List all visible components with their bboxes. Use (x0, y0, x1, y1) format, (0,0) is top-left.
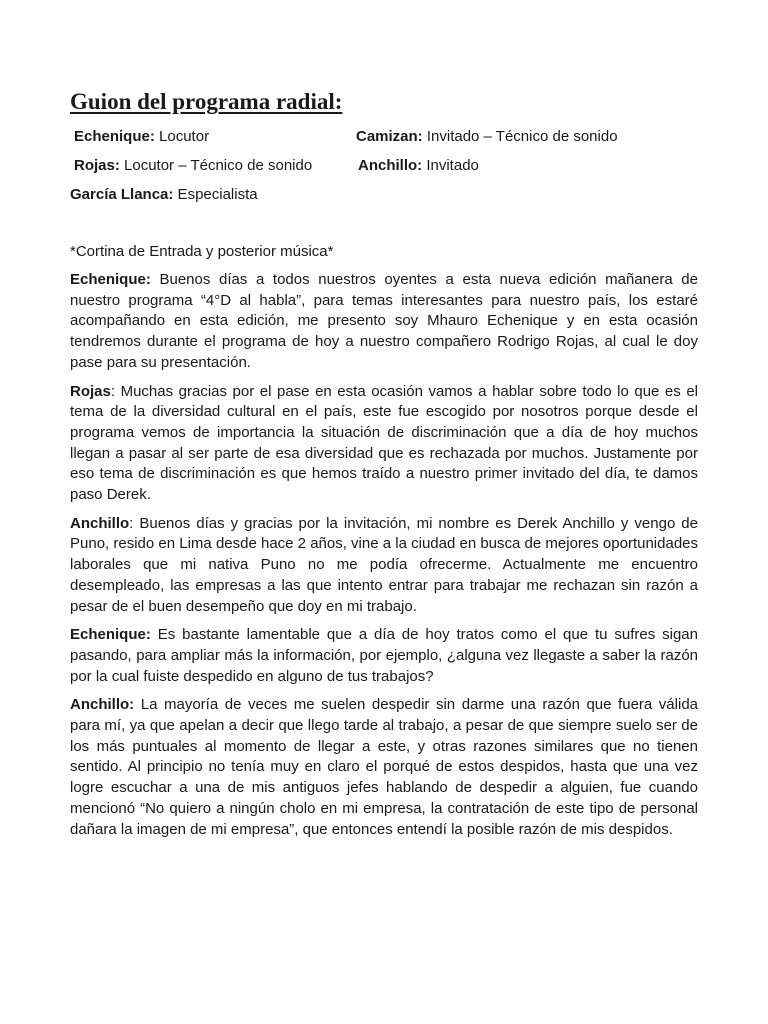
cast-row (70, 127, 698, 148)
cast-row (70, 156, 698, 177)
document-title: Guion del programa radial: (70, 89, 343, 114)
cast-name: Echenique: (74, 128, 155, 145)
dialogue-line (70, 695, 698, 840)
intro-cue: *Cortina de Entrada y posterior música* (70, 242, 334, 260)
dialogue (70, 270, 698, 840)
cast-role: Invitado (422, 157, 479, 174)
cast-entry-garcia-llanca (70, 185, 258, 206)
dialogue-line (70, 625, 698, 687)
cast-entry-rojas (70, 156, 354, 177)
speaker-name: Anchillo (70, 514, 130, 532)
speaker-name: Anchillo: (70, 696, 135, 714)
dialogue-line (70, 270, 698, 374)
cast-name: García Llanca: (70, 186, 174, 203)
cast-entry-echenique (70, 127, 354, 148)
cast-name: Rojas: (74, 157, 120, 174)
cast-row (70, 185, 698, 206)
dialogue-text: : Buenos días y gracias por la invitación, mi nombre es Derek Anchillo y vengo de Puno, resido en Lima desde hace 2 años, vine a la ciudad en busca de mejores oportunidades laborales que mi nativa Puno no me podía ofrecerme. Actualmente me encuentro desempleado, las empresas a las que intento entrar para trabajar me rechazan sin razón a pesar de el buen desempeño que doy en mi trabajo. (70, 514, 698, 615)
cast-name: Anchillo: (358, 157, 423, 174)
cast-entry-camizan (354, 127, 618, 148)
document-page (70, 86, 698, 848)
dialogue-text: : Muchas gracias por el pase en esta ocasión vamos a hablar sobre todo lo que es el tema de la diversidad cultural en el país, este fue escogido por nosotros porque desde el programa vemos de importancia la situación de discriminación que a día de hoy muchos llegan a pasar al ser parte de esa diversidad que es rechazada por muchos. Justamente por eso tema de discriminación es que hemos traído a nuestro primer invitado del día, te damos paso Derek. (70, 382, 698, 504)
speaker-name: Rojas (70, 382, 111, 400)
dialogue-text: Buenos días a todos nuestros oyentes a esta nueva edición mañanera de nuestro programa “4°D al habla”, para temas interesantes para nuestro país, los estaré acompañando en esta edición, me presento soy Mhauro Echenique y en esta ocasión tendremos durante el programa de hoy a nuestro compañero Rodrigo Rojas, al cual le doy pase para su presentación. (70, 271, 698, 371)
dialogue-text: La mayoría de veces me suelen despedir sin darme una razón que fuera válida para mí, ya que apelan a decir que llego tarde al trabajo, a pesar de que siempre suelo ser de los más puntuales al momento de llegar a este, y otras razones similares que no tienen sentido. Al principio no tenía muy en claro el porqué de estos despidos, hasta que una vez logre escuchar a una de mis antiguos jefes hablando de despedir a alguien, fue cuando mencionó “No quiero a ningún cholo en mi empresa, la contratación de este tipo de personal dañara la imagen de mi empresa”, que entonces entendí la posible razón de mis despidos. (70, 696, 698, 838)
dialogue-line (70, 382, 698, 506)
cast-name: Camizan: (356, 128, 423, 145)
cast-role: Locutor – Técnico de sonido (119, 157, 313, 174)
cast-role: Locutor (154, 128, 210, 145)
cast-list (70, 127, 698, 206)
cast-role: Invitado – Técnico de sonido (422, 128, 618, 145)
speaker-name: Echenique: (70, 271, 151, 288)
cast-entry-anchillo (354, 156, 479, 177)
speaker-name: Echenique: (70, 626, 151, 644)
dialogue-text: Es bastante lamentable que a día de hoy tratos como el que tu sufres sigan pasando, para ampliar más la información, por ejemplo, ¿alguna vez llegaste a saber la razón por la cual fuiste despedido en alguno de tus trabajos? (70, 626, 698, 685)
cast-role: Especialista (173, 186, 258, 203)
dialogue-line (70, 514, 698, 618)
